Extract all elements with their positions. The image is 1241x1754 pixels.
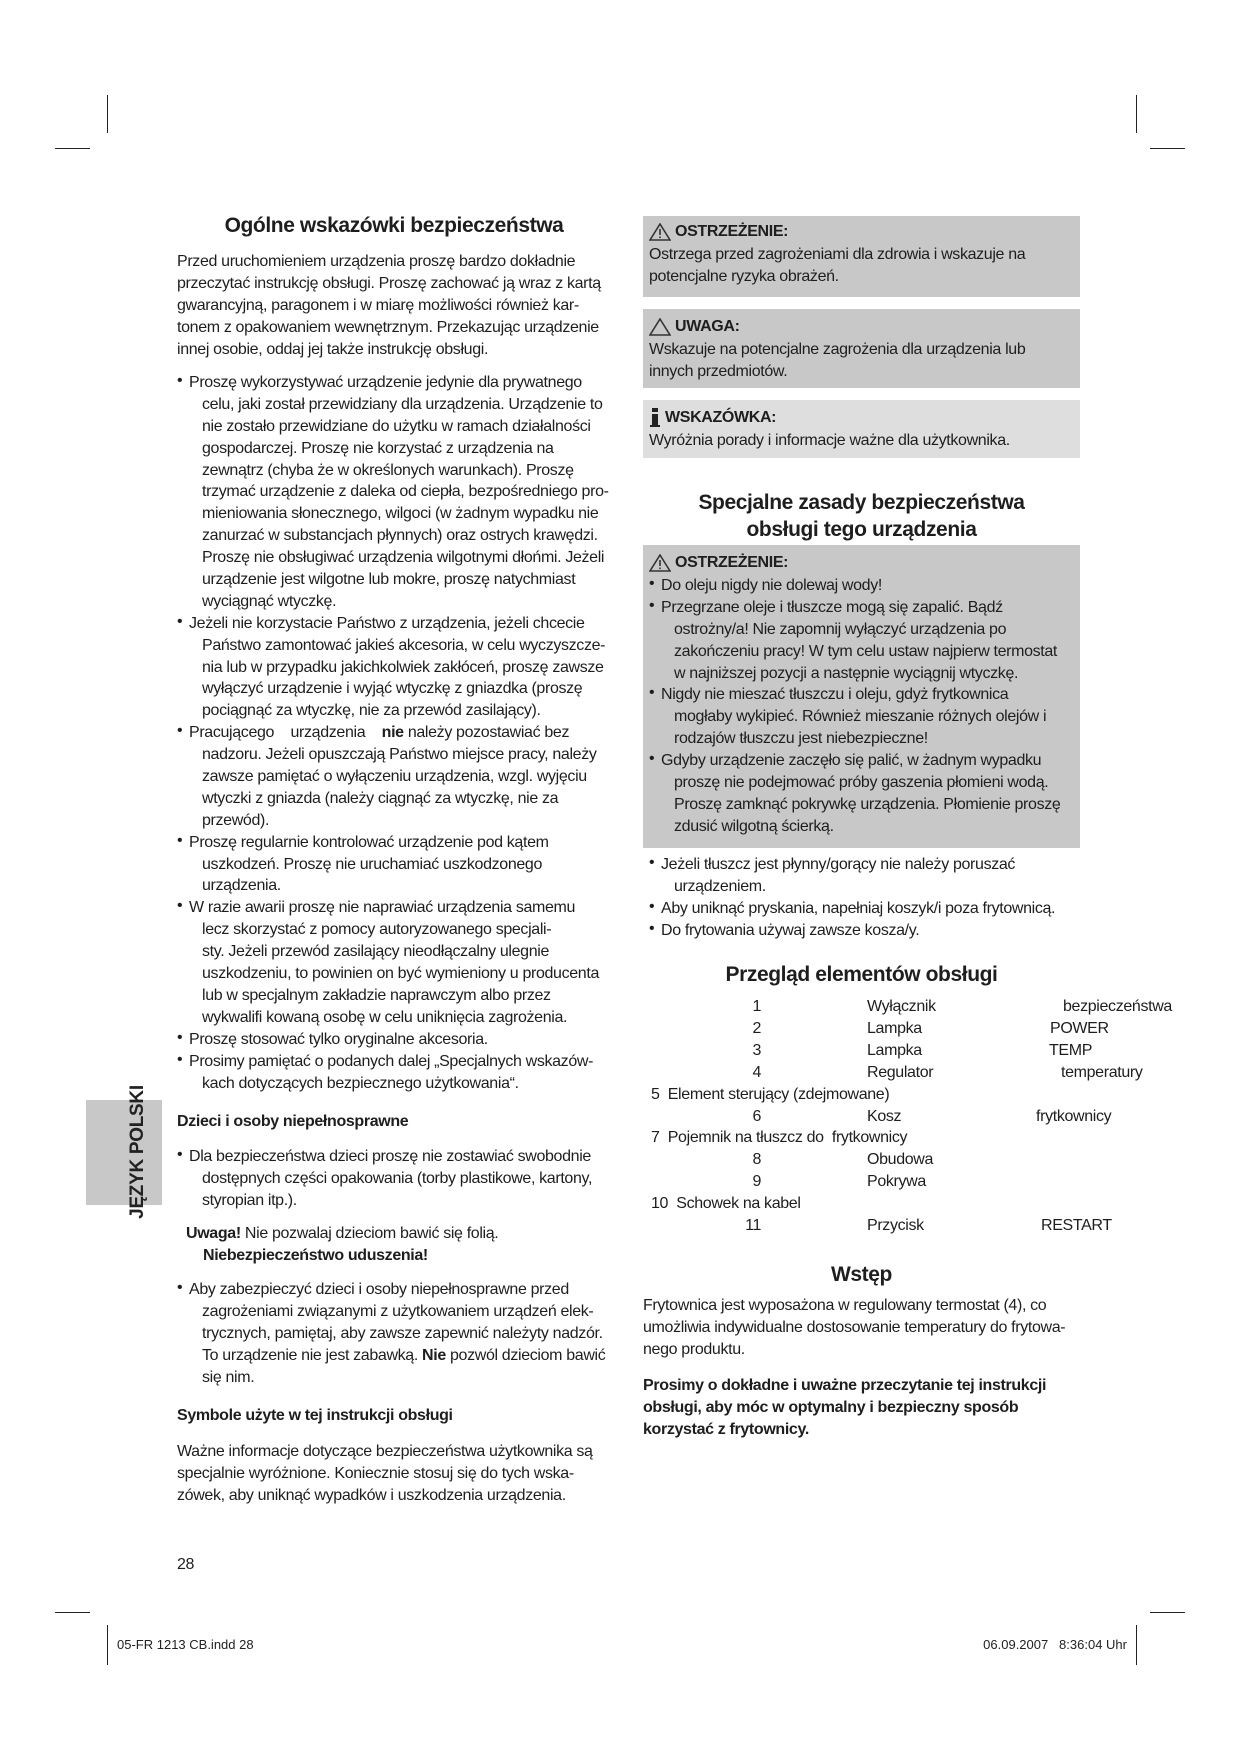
control-name: Lampka <box>867 1041 922 1059</box>
crop-mark <box>55 148 90 149</box>
text-line: umożliwia indywidualne dostosowanie temperatury do frytowa- <box>643 1318 1066 1336</box>
control-name: Wyłącznik <box>867 998 936 1015</box>
text-line: Prosimy pamiętać o podanych dalej „Specjalnych wskazów- <box>189 1052 594 1070</box>
note-box <box>643 400 1080 458</box>
text-line: Do oleju nigdy nie dolewaj wody! <box>661 577 882 594</box>
text-line: proszę nie podejmować próby gaszenia płomieni wodą. <box>674 774 1049 792</box>
uwaga-label: Uwaga! <box>186 1225 241 1242</box>
page-number: 28 <box>177 1556 195 1573</box>
crop-mark <box>107 95 108 133</box>
bullet-dot: • <box>649 750 655 768</box>
text-line: gwarancyjną, paragonem i w miarę możliwości również kar- <box>177 296 579 314</box>
text-line: Nigdy nie mieszać tłuszczu i oleju, gdyż frytkownica <box>661 686 1009 704</box>
text-line: przeczytać instrukcję obsługi. Proszę zachować ją wraz z kartą <box>177 274 601 292</box>
control-number: 6 <box>752 1107 761 1125</box>
controls-list <box>643 998 1203 1248</box>
line-text: się nim. <box>202 1368 255 1386</box>
warning-triangle-icon <box>649 554 671 572</box>
warning-text <box>649 244 1074 288</box>
text-line: nia lub w przypadku jakichkolwiek zakłóceń, proszę zawsze <box>202 658 604 676</box>
text-line: uszkodzeniu, to powinien on być wymieniony u producenta <box>202 965 600 983</box>
text-line: Gdyby urządzenie zaczęło się palić, w żadnym wypadku <box>661 752 1042 770</box>
text-line: innych przedmiotów. <box>649 362 788 380</box>
text-line: Jeżeli nie korzystacie Państwo z urządzenia, jeżeli chcecie <box>189 614 585 632</box>
text-line: Przed uruchomieniem urządzenia proszę bardzo dokładnie <box>177 253 576 270</box>
bullet-item <box>649 684 1074 750</box>
bullet-dot: • <box>177 897 183 915</box>
text-line: Proszę wykorzystywać urządzenie jedynie dla prywatnego <box>189 374 582 391</box>
bullet-item <box>649 854 1055 898</box>
text-line: Wyróżnia porady i informacje ważne dla użytkownika. <box>649 432 1010 449</box>
bullet-item <box>649 750 1074 838</box>
text-line: Prosimy o dokładne i uważne przeczytanie tej instrukcji <box>643 1377 1047 1394</box>
symbols-heading: Symbole użyte w tej instrukcji obsługi <box>177 1407 453 1424</box>
bullet-dot: • <box>177 831 183 849</box>
bullet-dot: • <box>649 919 655 937</box>
text-line <box>177 722 617 744</box>
crop-mark <box>1150 1612 1185 1613</box>
bullet-item <box>177 1029 617 1051</box>
text-line: urządzenia. <box>202 877 281 895</box>
uwaga-warning: Niebezpieczeństwo uduszenia! <box>203 1246 428 1264</box>
bullet-item <box>177 832 617 898</box>
children-bullet-2 <box>177 1279 605 1388</box>
text-line: obsługi, aby móc w optymalny i bezpieczny sposób <box>643 1398 1019 1416</box>
control-name: Lampka <box>867 1019 922 1037</box>
text-line: Do frytowania używaj zawsze kosza/y. <box>661 921 920 939</box>
text-line: potencjalne ryzyka obrażeń. <box>649 267 839 285</box>
control-number: 4 <box>752 1063 761 1081</box>
line-text: Pracującego urządzenia <box>189 724 382 742</box>
intro-paragraph <box>177 251 601 360</box>
bullet-dot: • <box>177 372 183 389</box>
extra-bullet-list <box>649 854 1055 942</box>
info-icon <box>649 408 661 428</box>
symbols-paragraph <box>177 1441 593 1507</box>
section-title-intro: Wstęp <box>830 1263 892 1286</box>
special-warning-list <box>649 575 1074 838</box>
uwaga-note <box>186 1223 498 1267</box>
note-text <box>649 430 1074 452</box>
text-line: Aby uniknąć pryskania, napełniaj koszyk/i poza frytownicą. <box>661 899 1056 917</box>
text-line: korzystać z frytownicy. <box>643 1420 809 1438</box>
note-label: WSKAZÓWKA: <box>665 409 777 426</box>
control-name: Przycisk <box>867 1217 924 1234</box>
uwaga-text: Nie pozwalaj dzieciom bawić się folią. <box>240 1225 499 1242</box>
line-text: To urządzenie nie jest zabawką. <box>202 1346 423 1364</box>
special-warning-label: OSTRZEŻENIE: <box>675 554 789 571</box>
control-number: 9 <box>752 1173 761 1191</box>
control-number: 11 <box>745 1217 761 1234</box>
text-line: trzymać urządzenie z daleka od ciepła, bezpośredniego pro- <box>202 483 609 501</box>
control-number: 3 <box>752 1041 761 1059</box>
control-item-full: 10 Schowek na kabel <box>651 1195 801 1213</box>
safety-bullet-list <box>177 372 617 1094</box>
warning-triangle-icon <box>649 223 671 241</box>
crop-mark <box>1150 148 1185 149</box>
text-line: wtyczki z gniazda (należy ciągnąć za wtyczkę, nie za <box>202 789 559 807</box>
text-line: zawsze pamiętać o wyłączeniu urządzenia, wzgl. wyjęciu <box>202 768 587 786</box>
control-item-full: 5 Element sterujący (zdejmowane) <box>651 1085 890 1103</box>
text-line: mieniowania słonecznego, wilgoci (w żadnym wypadku nie <box>202 505 599 523</box>
text-line: kach dotyczących bezpiecznego użytkowania“. <box>202 1074 519 1092</box>
bullet-item <box>177 1146 592 1212</box>
warning-box <box>643 216 1080 297</box>
text-line: zdusić wilgotną ścierką. <box>674 817 834 835</box>
bold-text: Nie <box>422 1346 446 1364</box>
caution-label: UWAGA: <box>675 318 740 335</box>
language-tab <box>86 1085 162 1219</box>
text-line: Proszę regularnie kontrolować urządzenie pod kątem <box>189 833 549 851</box>
text-line: ostrożny/a! Nie zapomnij wyłączyć urządzenia po <box>674 620 1007 638</box>
control-detail: POWER <box>1050 1019 1109 1037</box>
text-line: Ważne informacje dotyczące bezpieczeństwa użytkownika są <box>177 1443 593 1460</box>
text-line: zakończeniu pracy! W tym celu ustaw najpierw termostat <box>674 642 1058 660</box>
text-line: Proszę stosować tylko oryginalne akcesoria. <box>189 1030 488 1048</box>
bullet-dot: • <box>177 1050 183 1068</box>
bullet-item <box>649 920 1055 942</box>
title-line: Specjalne zasady bezpieczeństwa <box>698 491 1025 514</box>
control-item-full: 7 Pojemnik na tłuszcz do frytkownicy <box>651 1129 908 1147</box>
text-line: Aby zabezpieczyć dzieci i osoby niepełnosprawne przed <box>189 1281 569 1298</box>
control-detail: temperatury <box>1061 1063 1143 1081</box>
bullet-dot: • <box>649 575 655 592</box>
crop-mark <box>107 1625 108 1665</box>
bullet-dot: • <box>649 684 655 702</box>
section-title-controls: Przegląd elementów obsługi <box>725 963 998 986</box>
children-heading: Dzieci i osoby niepełnosprawne <box>177 1113 409 1130</box>
bullet-dot: • <box>177 1028 183 1046</box>
intro-bold-text <box>643 1375 1046 1441</box>
text-line: Dla bezpieczeństwa dzieci proszę nie zostawiać swobodnie <box>189 1148 591 1165</box>
text-line: rodzajów tłuszczu jest niebezpieczne! <box>674 730 928 748</box>
control-number: 1 <box>752 998 761 1015</box>
bullet-dot: • <box>177 1146 183 1163</box>
text-line: sty. Jeżeli przewód zasilający nieodłączalny ulegnie <box>202 943 550 961</box>
text-line: Przegrzane oleje i tłuszcze mogą się zapalić. Bądź <box>661 598 1003 616</box>
line-text: należy pozostawiać bez <box>403 724 570 742</box>
text-line: Ostrzega przed zagrożeniami dla zdrowia i wskazuje na <box>649 246 1026 263</box>
bullet-dot: • <box>649 897 655 915</box>
text-line: zagrożeniami związanymi z użytkowaniem urządzeń elek- <box>202 1302 594 1320</box>
text-line: trycznych, pamiętaj, aby zawsze zapewnić należyty nadzór. <box>202 1324 603 1342</box>
text-line: tonem z opakowaniem wewnętrznym. Przekazując urządzenie <box>177 318 599 336</box>
bullet-dot: • <box>177 722 183 740</box>
text-line: Państwo zamontować jakieś akcesoria, w celu wyczyszcze- <box>202 636 606 654</box>
warning-label: OSTRZEŻENIE: <box>675 223 789 240</box>
line-text: pozwól dzieciom bawić <box>445 1346 606 1364</box>
text-line: specjalnie wyróżnione. Koniecznie stosuj się do tych wska- <box>177 1464 574 1482</box>
text-line: celu, jaki został przewidziany dla urządzenia. Urządzenie to <box>202 395 603 413</box>
text-line: nadzoru. Jeżeli opuszczają Państwo miejsce pracy, należy <box>202 746 597 764</box>
bullet-dot: • <box>177 612 183 630</box>
text-line: mogłaby wykipieć. Również mieszanie różnych olejów i <box>674 708 1047 726</box>
text-line: pociągnąć za wtyczkę, nie za przewód zasilający). <box>202 702 541 720</box>
footer-file-info: 05-FR 1213 CB.indd 28 <box>117 1637 254 1652</box>
text-line: w najniższej pozycji a następnie wyciągnij wtyczkę. <box>674 664 1019 682</box>
bullet-item <box>177 722 617 831</box>
text-line: Frytownica jest wyposażona w regulowany termostat (4), co <box>643 1297 1047 1314</box>
control-detail: bezpieczeństwa <box>1063 998 1172 1015</box>
bullet-item <box>177 613 617 722</box>
text-line: wykwalifi kowaną osobę w celu uniknięcia zagrożenia. <box>202 1008 568 1026</box>
text-line: urządzenie jest wilgotne lub mokre, proszę natychmiast <box>202 571 576 589</box>
text-line: Proszę nie obsługiwać urządzenia wilgotnymi dłońmi. Jeżeli <box>202 549 605 567</box>
footer-timestamp: 06.09.2007 8:36:04 Uhr <box>983 1637 1127 1652</box>
special-warning-box <box>643 545 1080 848</box>
text-line: lecz skorzystać z pomocy autoryzowanego specjali- <box>202 921 552 939</box>
bold-text: nie <box>381 724 404 742</box>
text-line: zanurzać w substancjach płynnych) oraz ostrych krawędzi. <box>202 527 598 545</box>
caution-box <box>643 309 1080 388</box>
bullet-item <box>177 1051 617 1095</box>
control-detail: RESTART <box>1041 1217 1112 1234</box>
bullet-dot: • <box>177 1279 183 1296</box>
text-line: uszkodzeń. Proszę nie uruchamiać uszkodzonego <box>202 855 543 873</box>
crop-mark <box>1136 1625 1137 1665</box>
language-tab-label: JĘZYK POLSKI <box>127 1085 148 1219</box>
text-line: przewód). <box>202 811 270 829</box>
text-line: zewnątrz (chyba że w określonych warunkach). Proszę <box>202 461 574 479</box>
text-line: dostępnych części opakowania (torby plastikowe, kartony, <box>202 1169 593 1187</box>
control-number: 8 <box>752 1151 761 1169</box>
text-line: Wskazuje na potencjalne zagrożenia dla urządzenia lub <box>649 341 1026 358</box>
section-title-special-safety <box>643 489 1080 543</box>
text-line: zówek, aby uniknąć wypadków i uszkodzenia urządzenia. <box>177 1486 566 1504</box>
text-line: wyciągnąć wtyczkę. <box>202 592 337 610</box>
text-line: styropian itp.). <box>202 1191 297 1209</box>
intro-text <box>643 1295 1065 1361</box>
crop-mark <box>1136 95 1137 133</box>
control-number: 2 <box>752 1019 761 1037</box>
caution-text <box>649 339 1074 383</box>
section-title-general-safety: Ogólne wskazówki bezpieczeństwa <box>224 214 564 237</box>
bullet-item <box>177 897 617 1028</box>
crop-mark <box>55 1612 90 1613</box>
text-line: urządzeniem. <box>674 877 766 895</box>
children-bullet-1 <box>177 1146 592 1212</box>
text-line: nego produktu. <box>643 1340 745 1358</box>
text-line: wyłączyć urządzenie i wyjąć wtyczkę z gniazdka (proszę <box>202 680 583 698</box>
control-name: Pokrywa <box>867 1173 926 1191</box>
bullet-item <box>177 372 617 613</box>
text-line: innej osobie, oddaj jej także instrukcję obsługi. <box>177 340 489 358</box>
text-line: nie zostało przewidziane do użytku w ramach działalności <box>202 417 591 435</box>
control-detail: TEMP <box>1049 1041 1093 1059</box>
text-line: gospodarczej. Proszę nie korzystać z urządzenia na <box>202 439 554 457</box>
control-name: Kosz <box>867 1107 902 1125</box>
control-name: Regulator <box>867 1063 934 1081</box>
control-detail: frytkownicy <box>1036 1107 1112 1125</box>
caution-triangle-icon <box>649 318 671 336</box>
title-line: obsługi tego urządzenia <box>746 518 977 541</box>
bullet-dot: • <box>649 596 655 614</box>
text-line: lub w specjalnym zakładzie naprawczym albo przez <box>202 986 551 1004</box>
bullet-dot: • <box>649 854 655 871</box>
bullet-item <box>649 597 1074 685</box>
control-name: Obudowa <box>867 1151 934 1169</box>
bullet-item <box>649 575 1074 597</box>
bullet-item <box>649 898 1055 920</box>
text-line: W razie awarii proszę nie naprawiać urządzenia samemu <box>189 899 576 917</box>
text-line: Jeżeli tłuszcz jest płynny/gorący nie należy poruszać <box>661 856 1016 873</box>
text-line: Proszę zamknąć pokrywkę urządzenia. Płomienie proszę <box>674 795 1061 813</box>
